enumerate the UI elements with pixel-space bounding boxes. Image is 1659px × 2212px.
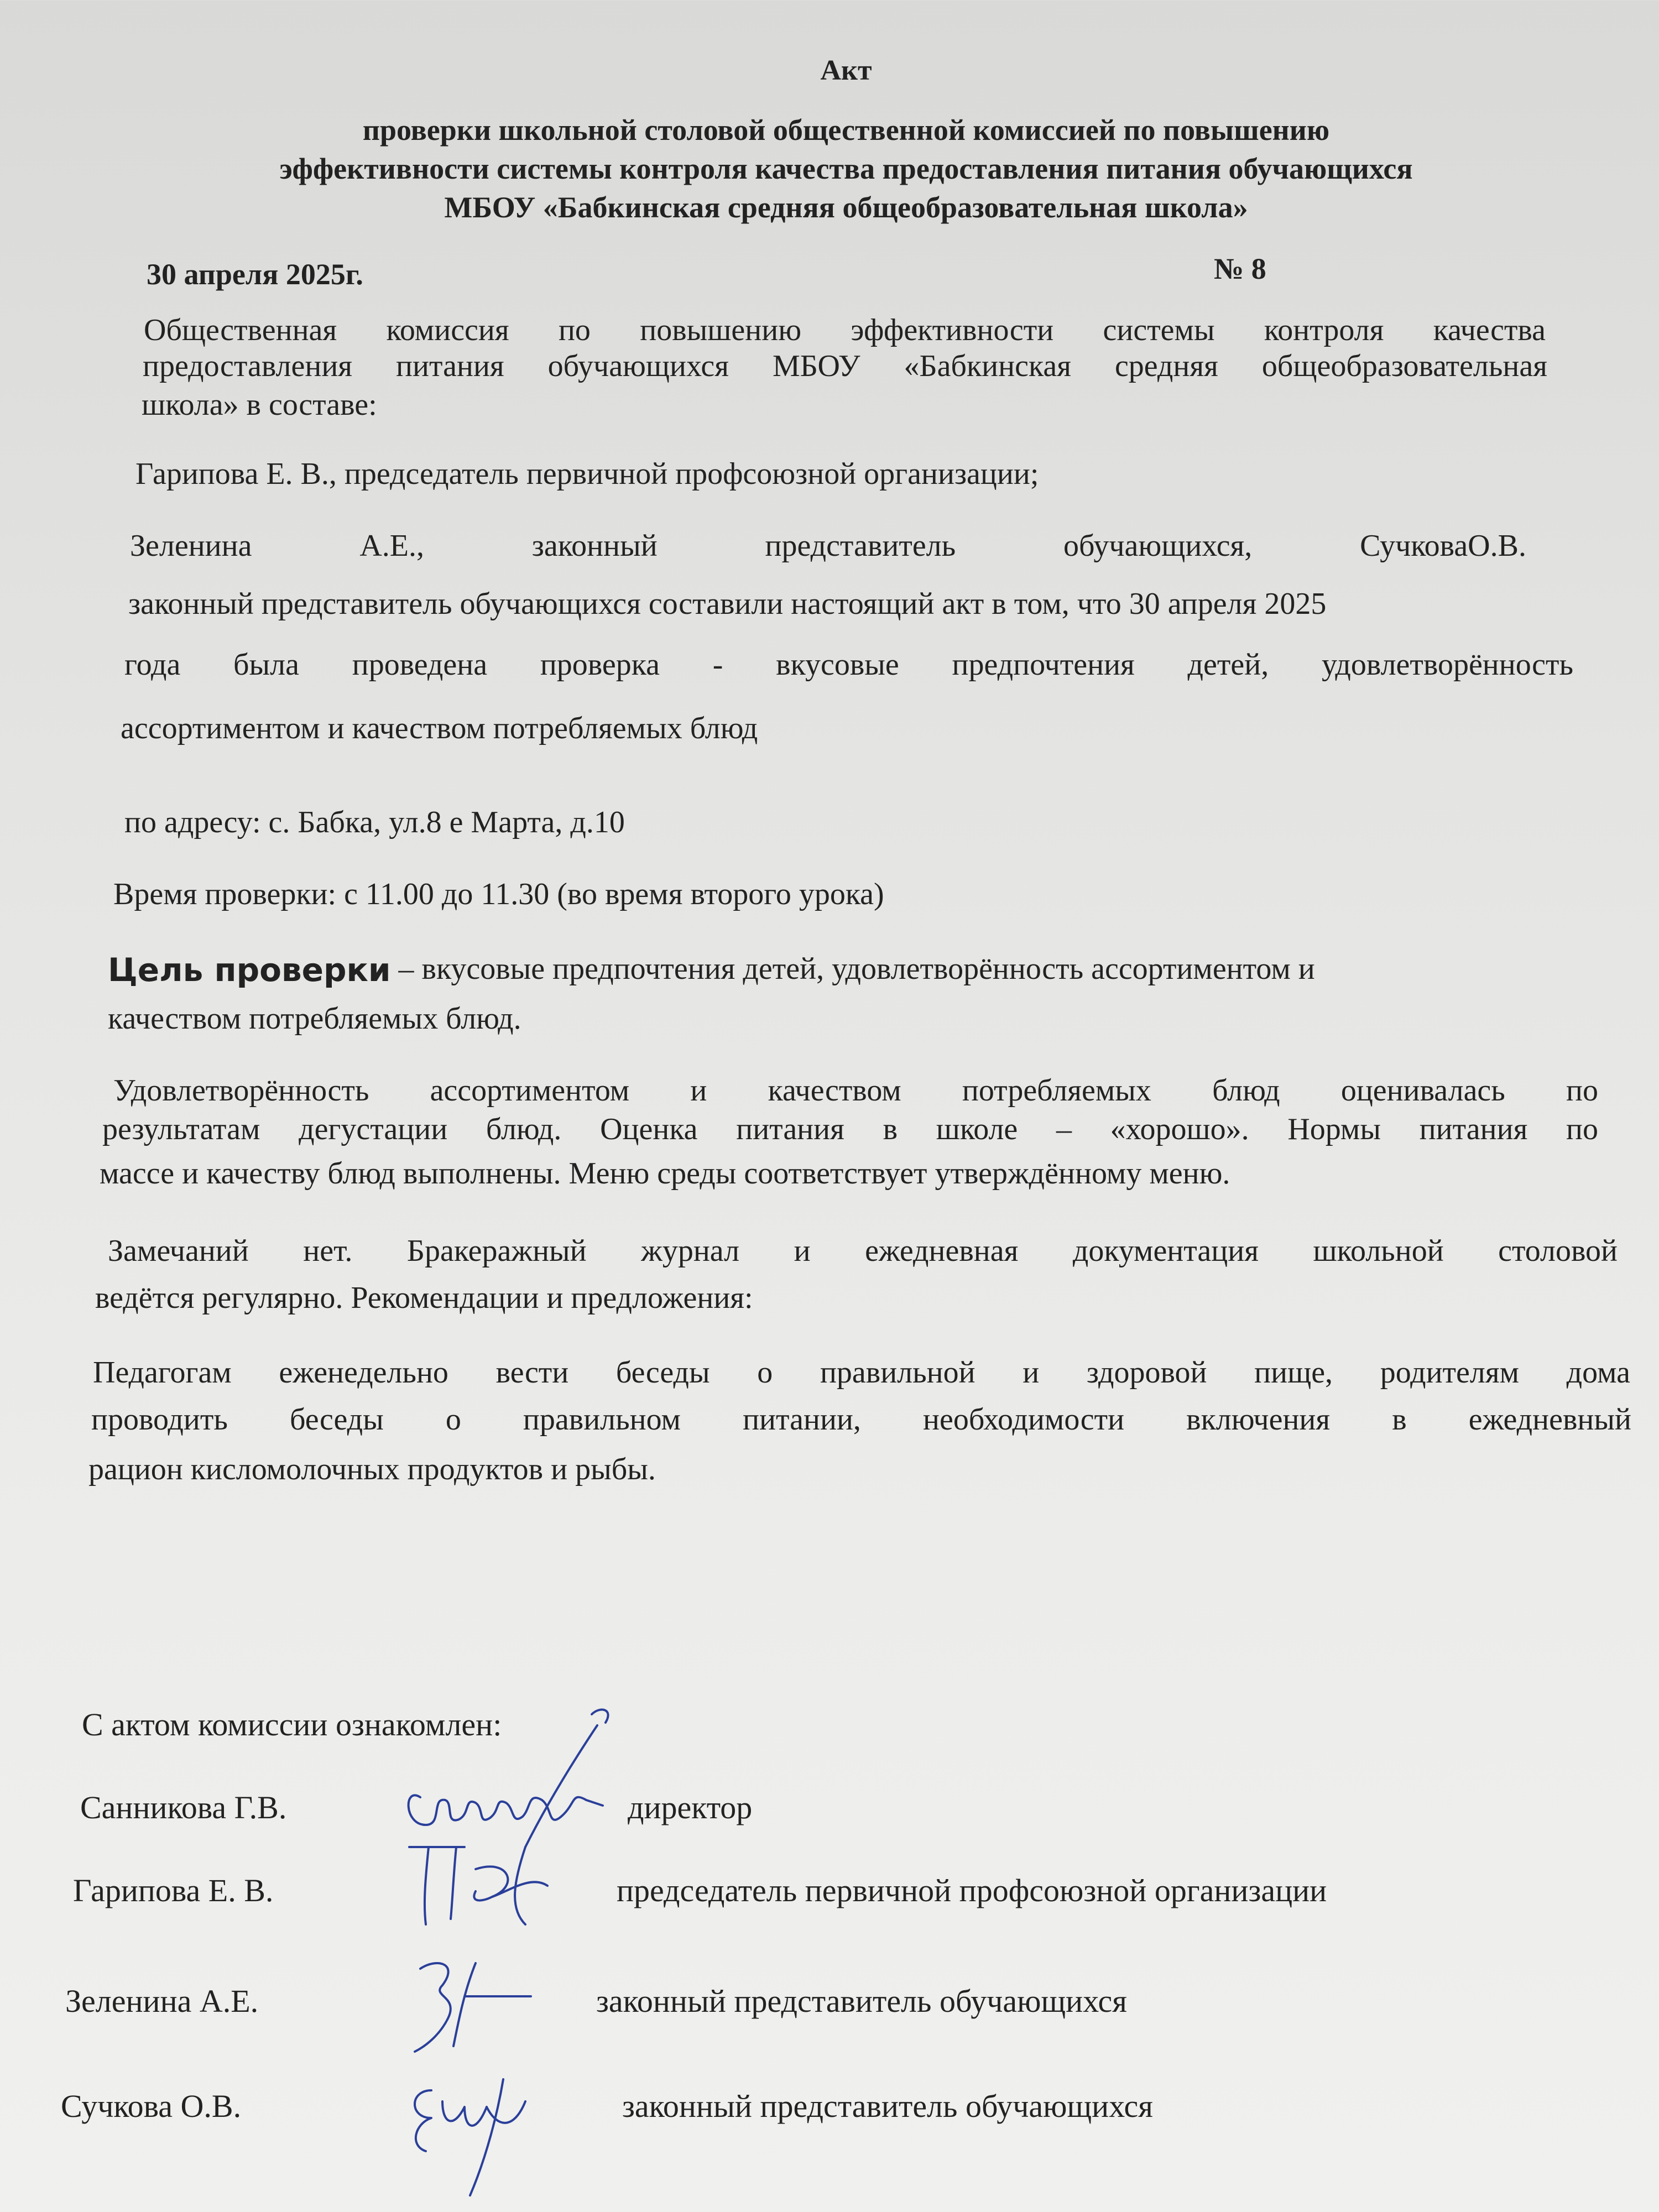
inspection-time-line: Время проверки: с 11.00 до 11.30 (во время второго урока) xyxy=(113,877,884,911)
goal-text: – вкусовые предпочтения детей, удовлетворённость ассортиментом и xyxy=(390,952,1315,986)
remarks-line-1: Замечаний нет. Бракеражный журнал и ежедневная документация школьной столовой xyxy=(108,1234,1618,1268)
members-line-4: ассортиментом и качеством потребляемых блюд xyxy=(121,711,758,745)
members-word: А.Е., xyxy=(359,529,424,563)
member-chair-line: Гарипова Е. В., председатель первичной профсоюзной организации; xyxy=(135,457,1039,491)
signatory-role: директор xyxy=(628,1790,753,1825)
members-line-2: законный представитель обучающихся составили настоящий акт в том, что 30 апреля 2025 xyxy=(128,587,1327,621)
remarks-line-2: ведётся регулярно. Рекомендации и предложения: xyxy=(95,1281,753,1315)
recommendation-line-1: Педагогам еженедельно вести беседы о правильной и здоровой пище, родителям дома xyxy=(93,1355,1630,1390)
acknowledged-line: С актом комиссии ознакомлен: xyxy=(82,1707,502,1743)
members-word: обучающихся, xyxy=(1063,529,1253,563)
document-title: Акт xyxy=(820,55,872,86)
goal-line-1 xyxy=(108,951,1601,989)
goal-line-2: качеством потребляемых блюд. xyxy=(108,1001,521,1036)
signatory-name: Зеленина А.Е. xyxy=(65,1983,259,2019)
members-word: СучковаО.В. xyxy=(1360,529,1526,563)
document-date: 30 апреля 2025г. xyxy=(147,258,363,291)
signatory-name: Сучкова О.В. xyxy=(61,2088,242,2124)
members-line-3: года была проведена проверка - вкусовые предпочтения детей, удовлетворённость xyxy=(124,648,1573,682)
intro-line-1 xyxy=(144,312,1546,348)
signatory-name: Санникова Г.В. xyxy=(80,1790,287,1825)
members-word: Зеленина xyxy=(130,529,252,563)
members-line-1 xyxy=(130,528,1526,564)
signatory-role: законный представитель обучающихся xyxy=(596,1983,1127,2019)
signatory-role: законный представитель обучающихся xyxy=(622,2088,1153,2124)
subtitle-line: проверки школьной столовой общественной комиссией по повышению xyxy=(362,113,1330,147)
signatory-role: председатель первичной профсоюзной организации xyxy=(617,1872,1327,1908)
subtitle-line: эффективности системы контроля качества предоставления питания обучающихся xyxy=(279,152,1413,185)
subtitle-line: МБОУ «Бабкинская средняя общеобразовательная школа» xyxy=(444,191,1248,224)
signatory-name: Гарипова Е. В. xyxy=(73,1872,274,1908)
recommendation-line-2: проводить беседы о правильном питании, необходимости включения в ежедневный xyxy=(91,1402,1631,1437)
intro-line-2: предоставления питания обучающихся МБОУ «Бабкинская средняя общеобразовательная xyxy=(143,349,1547,383)
signature-zelenina xyxy=(398,1936,564,2057)
intro-line-text: Общественная комиссия по повышению эффективности системы контроля качества xyxy=(144,313,1546,347)
satisfaction-line-1: Удовлетворённость ассортиментом и качеством потребляемых блюд оценивалась по xyxy=(113,1073,1598,1108)
satisfaction-line-2: результатам дегустации блюд. Оценка питания в школе – «хорошо». Нормы питания по xyxy=(102,1112,1598,1146)
members-word: законный xyxy=(531,529,658,563)
satisfaction-line-3: массе и качеству блюд выполнены. Меню среды соответствует утверждённому меню. xyxy=(100,1156,1230,1191)
members-word: представитель xyxy=(765,529,956,563)
goal-label: Цель проверки xyxy=(108,951,391,989)
signature-garipova xyxy=(398,1825,586,1936)
signature-suchkova xyxy=(393,2068,547,2201)
document-subtitle xyxy=(100,111,1593,227)
intro-line-3: школа» в составе: xyxy=(142,388,377,422)
recommendation-line-3: рацион кисломолочных продуктов и рыбы. xyxy=(88,1452,656,1486)
address-line: по адресу: с. Бабка, ул.8 е Марта, д.10 xyxy=(124,805,625,839)
document-number: № 8 xyxy=(1214,252,1266,285)
